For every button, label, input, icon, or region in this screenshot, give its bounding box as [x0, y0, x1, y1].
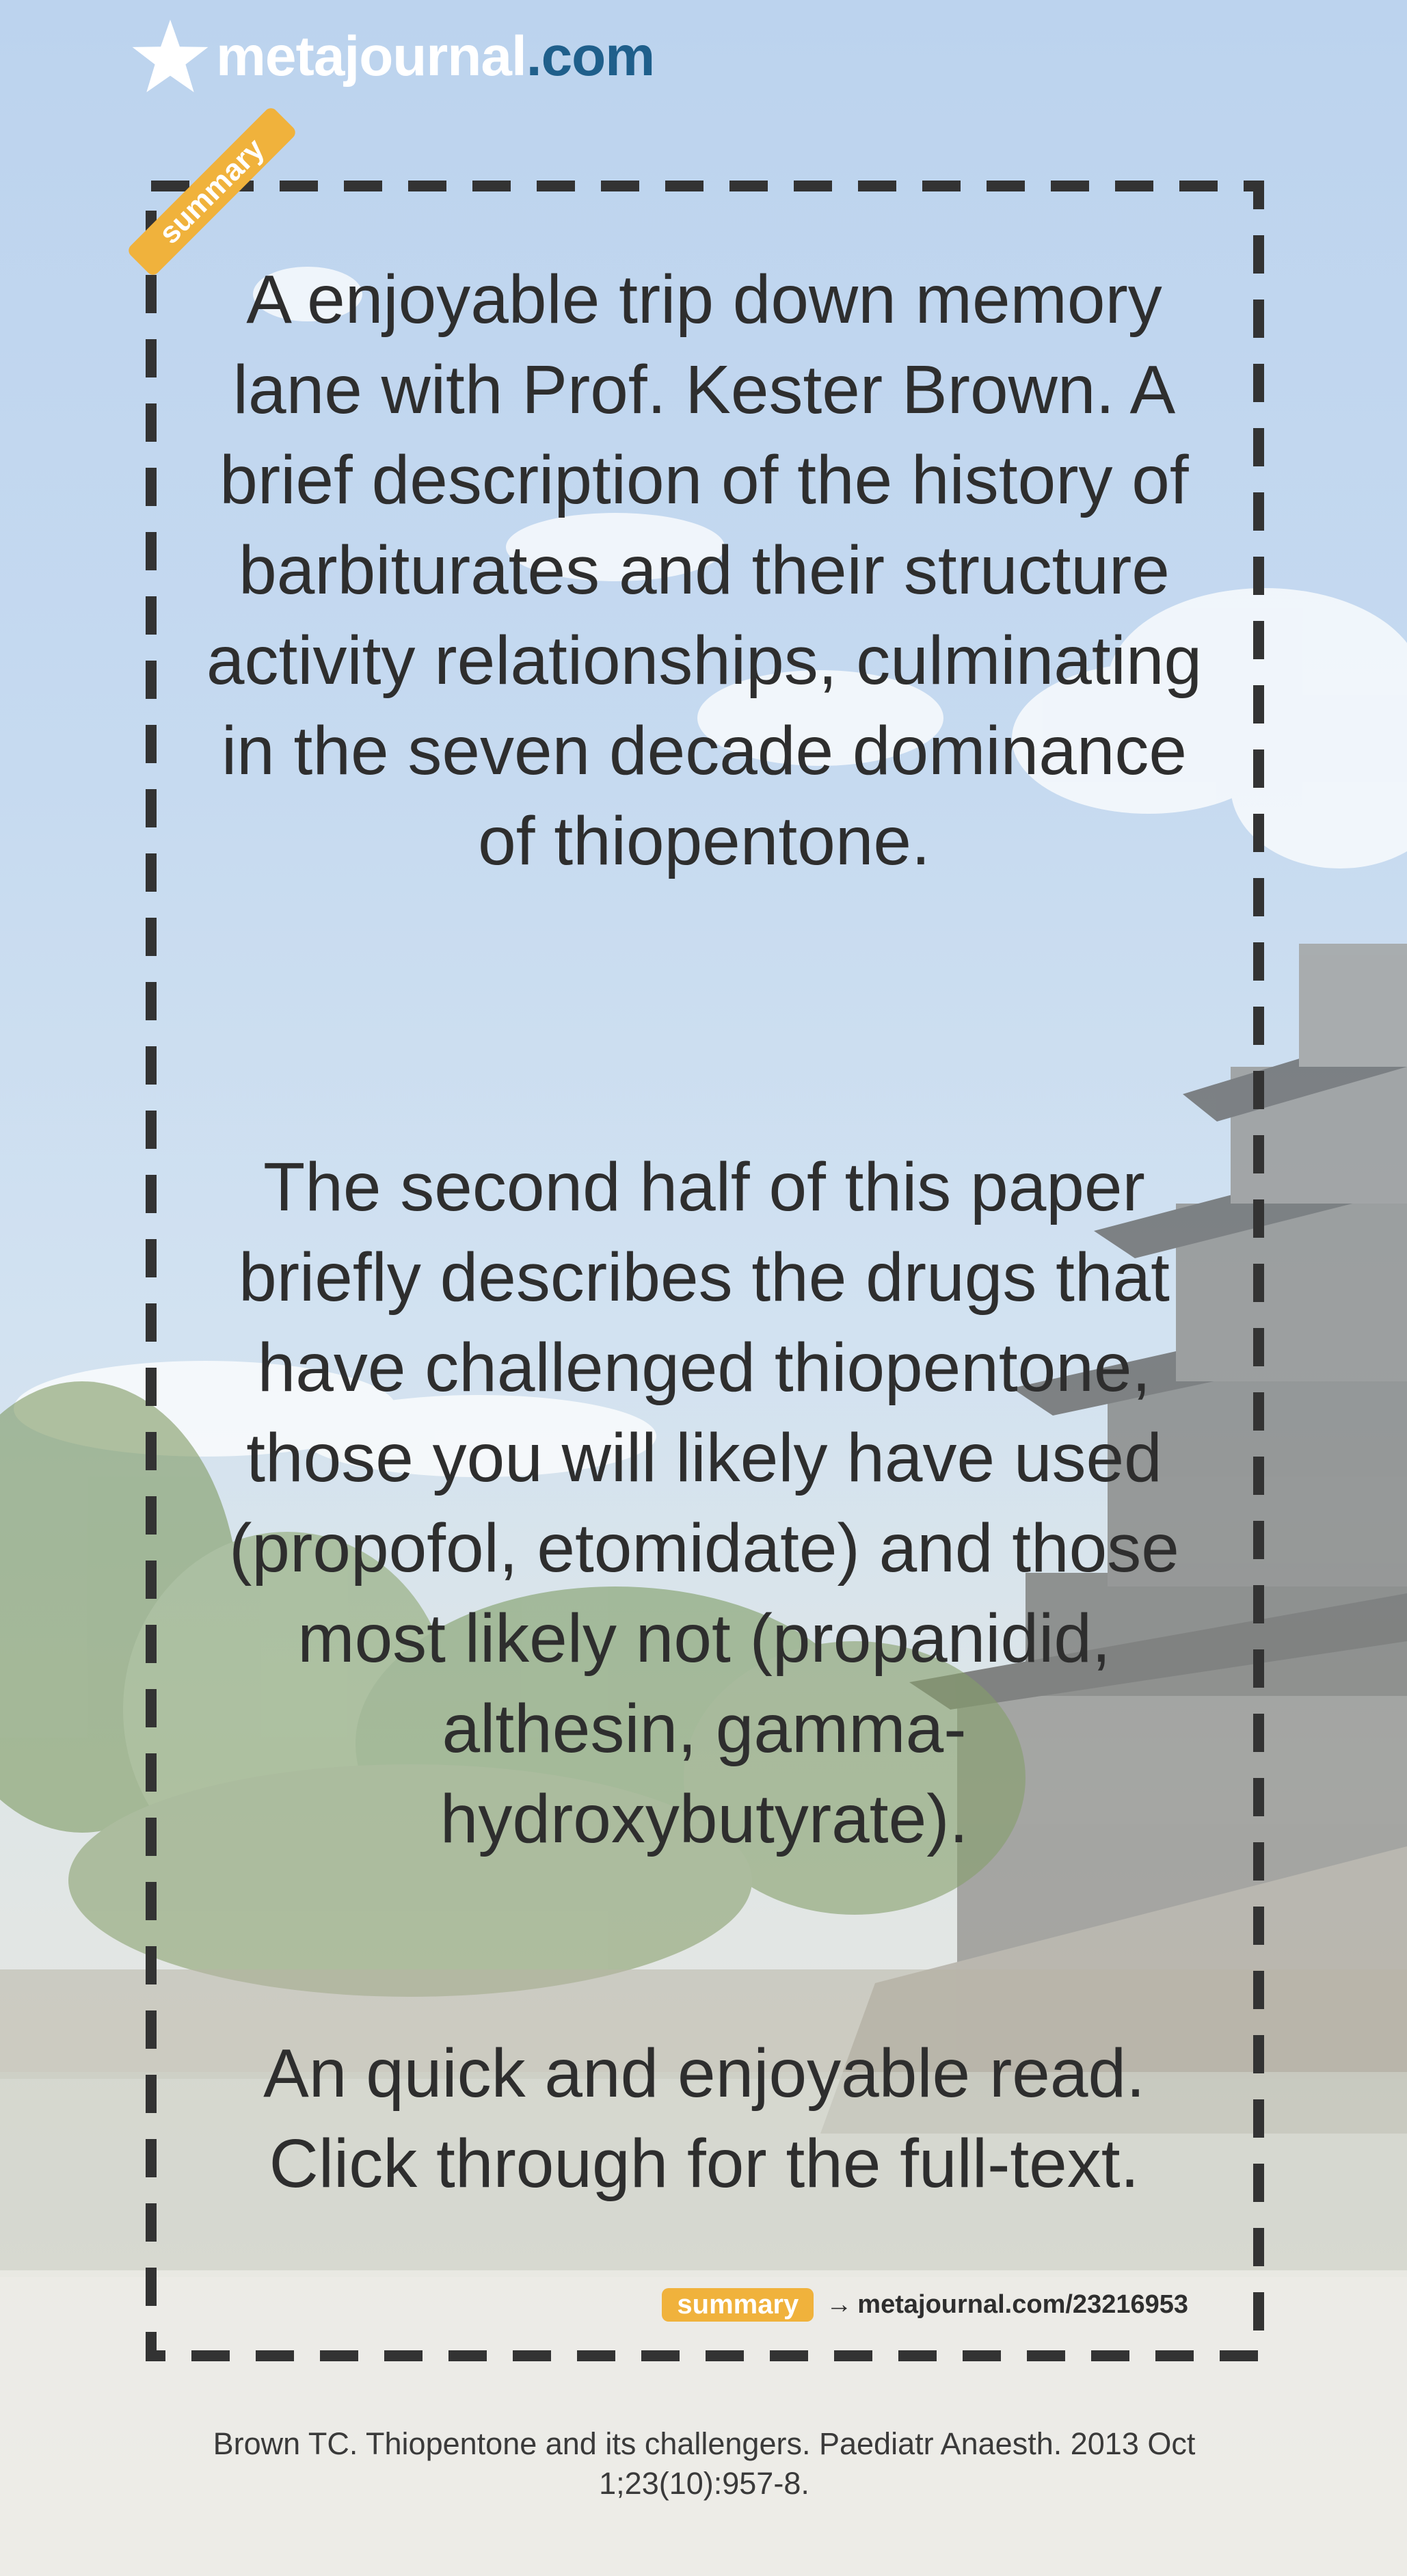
article-url[interactable]: metajournal.com/23216953: [857, 2290, 1188, 2319]
site-logo[interactable]: [130, 12, 654, 101]
logo-name: metajournal: [216, 25, 526, 88]
summary-paragraph-1: A enjoyable trip down memory lane with Prof. Kester Brown. A brief description of the history of barbiturates and their structure activity relationships, culminating in the seven decade dominance of thiopentone.: [206, 261, 1203, 879]
full-text-link[interactable]: [662, 2288, 1188, 2322]
citation: Brown TC. Thiopentone and its challengers. Paediatr Anaesth. 2013 Oct 1;23(10):957-8.: [213, 2426, 1196, 2501]
summary-paragraph-2: The second half of this paper briefly describes the drugs that have challenged thiopentone, those you will likely have used (propofol, etomidate) and those most likely not (propanidid, althesin, gamma-hydroxybutyrate).: [229, 1149, 1179, 1857]
summary-ribbon: summary: [126, 105, 298, 278]
summary-tag: summary: [662, 2288, 814, 2322]
logo-tld: .com: [526, 25, 655, 88]
summary-paragraph-3: An quick and enjoyable read. Click through for the full-text.: [263, 2035, 1145, 2202]
star-icon: [130, 16, 211, 97]
arrow-right-icon: →: [826, 2290, 853, 2319]
